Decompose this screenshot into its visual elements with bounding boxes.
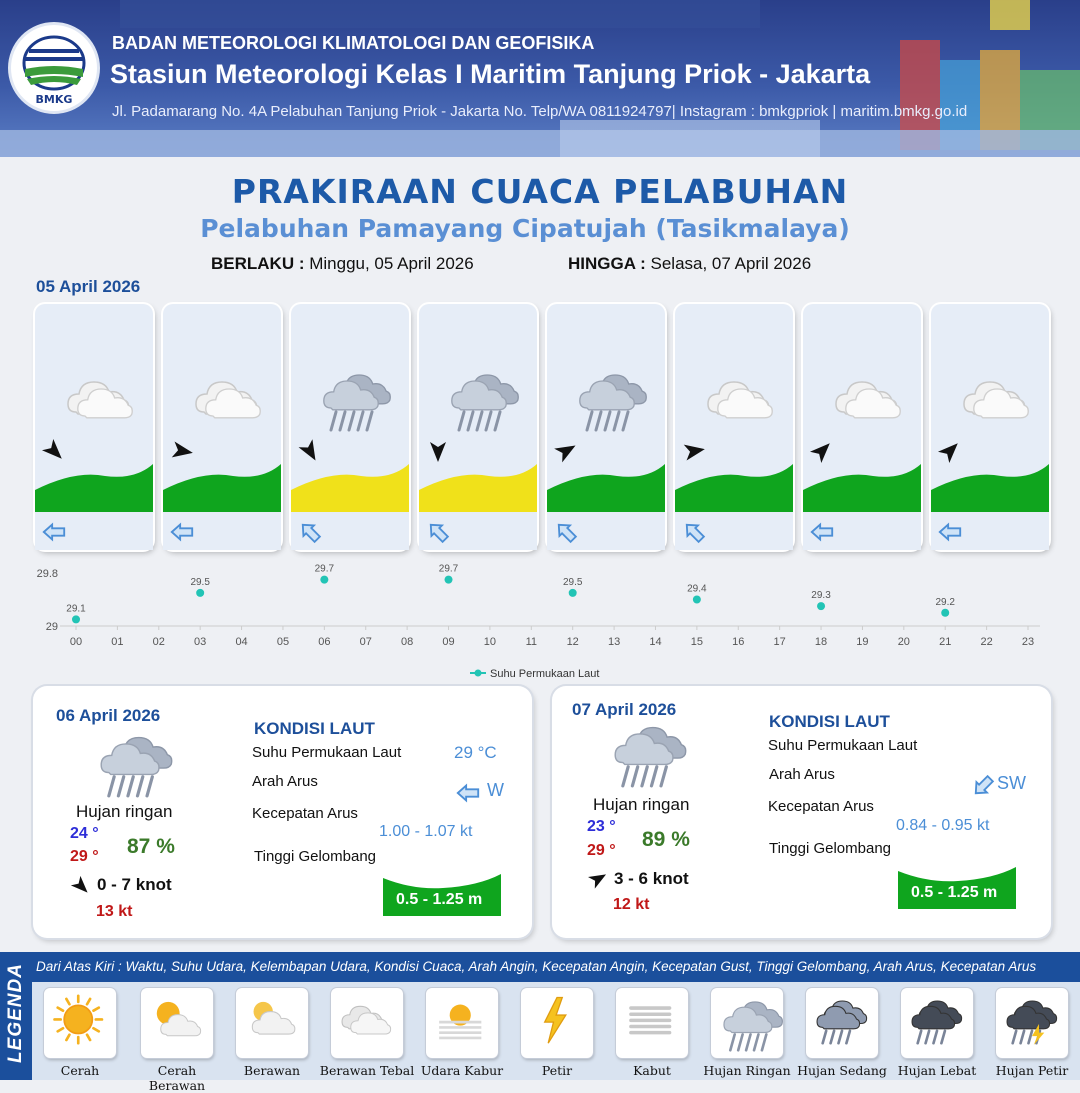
sea-surface-temperature: 29 °C <box>454 743 497 762</box>
current-speed-label: Kecepatan Arus <box>252 805 358 822</box>
hourly-card <box>419 304 537 550</box>
chart-data-label: 29.3 <box>811 590 831 602</box>
cloudy-icon <box>953 366 1027 432</box>
current-row <box>931 512 1049 550</box>
header-banner <box>0 0 1080 157</box>
current-row <box>163 512 281 550</box>
chart-data-point <box>693 596 701 604</box>
chart-x-tick-label: 02 <box>152 636 165 648</box>
hourly-card <box>675 304 793 550</box>
chart-data-label: 29.2 <box>935 596 955 608</box>
current-row <box>675 512 793 550</box>
valid-from-value: Minggu, 05 April 2026 <box>309 254 474 273</box>
gust-speed: 12 kt <box>613 896 650 913</box>
light-rain-icon <box>92 728 166 798</box>
wind-direction-icon <box>587 868 609 890</box>
legend-item <box>44 988 116 1058</box>
chart-x-tick-label: 07 <box>359 636 372 648</box>
chart-data-label: 29.5 <box>190 576 210 588</box>
legend-item <box>141 988 213 1058</box>
wave-icon <box>419 462 537 512</box>
chart-x-tick-label: 09 <box>442 636 455 648</box>
legend-item-label: Hujan Sedang <box>797 1063 887 1078</box>
light-rain-icon <box>441 366 515 432</box>
chart-data-point <box>941 609 949 617</box>
legend-description-bar <box>32 952 1080 982</box>
chart-x-tick-label: 11 <box>525 636 538 648</box>
page-title: PRAKIRAAN CUACA PELABUHAN <box>231 172 849 211</box>
wind-direction-icon <box>937 438 963 464</box>
wave-icon <box>803 462 921 512</box>
cloudy-icon <box>697 366 771 432</box>
wave-height-label: Tinggi Gelombang <box>254 848 377 865</box>
chart-x-tick-label: 23 <box>1021 636 1035 648</box>
valid-to-label: HINGGA : <box>568 254 646 273</box>
chart-legend-marker <box>475 670 482 677</box>
chart-data-point <box>817 602 825 610</box>
cloudy-icon <box>57 366 131 432</box>
legend-item-label: Cerah Berawan <box>148 1063 206 1093</box>
station-contact: Jl. Padamarang No. 4A Pelabuhan Tanjung Priok - Jakarta No. Telp/WA 0811924797| Instagram : bmkgpriok | maritim.bmkg.go.id <box>112 103 968 120</box>
legend-item <box>806 988 878 1058</box>
legend-item-label: Cerah <box>60 1063 100 1078</box>
chart-data-label: 29.4 <box>687 583 707 595</box>
current-direction: SW <box>997 773 1026 793</box>
wave-icon <box>547 462 665 512</box>
min-temperature: 23 ° <box>587 818 616 835</box>
light-rain-icon <box>313 366 387 432</box>
valid-from <box>211 254 474 274</box>
wind-speed-range: 3 - 6 knot <box>614 869 689 888</box>
sea-condition-heading: KONDISI LAUT <box>254 719 375 738</box>
agency-name: BADAN METEOROLOGI KLIMATOLOGI DAN GEOFISIKA <box>112 33 595 53</box>
humidity: 89 % <box>642 828 690 851</box>
current-row <box>803 512 921 550</box>
wave-icon <box>35 462 153 512</box>
light-rain-icon <box>606 718 680 788</box>
current-row <box>419 512 537 550</box>
chart-x-tick-label: 18 <box>814 636 828 648</box>
current-direction-icon <box>453 780 483 806</box>
wind-speed-range: 0 - 7 knot <box>97 875 172 894</box>
chart-x-tick-label: 14 <box>649 636 662 648</box>
wave-icon <box>931 462 1049 512</box>
chart-data-label: 29.5 <box>562 576 583 588</box>
min-temperature: 24 ° <box>70 825 99 842</box>
chart-x-tick-label: 20 <box>897 636 910 648</box>
chart-x-tick-label: 17 <box>773 636 786 648</box>
legend-item-label: Berawan Tebal <box>319 1063 415 1078</box>
chart-x-tick-label: 08 <box>401 636 414 648</box>
chart-x-tick-label: 00 <box>69 636 83 648</box>
current-direction-icon <box>169 519 195 545</box>
hourly-card <box>547 304 665 550</box>
chart-data-point <box>196 589 204 597</box>
wind-direction-icon <box>70 875 92 897</box>
current-direction-icon <box>968 773 998 799</box>
bmkg-logo-icon <box>11 33 97 93</box>
legend-item <box>331 988 403 1058</box>
hourly-card <box>291 304 409 550</box>
weather-condition: Hujan ringan <box>76 802 173 821</box>
legend-item-label: Udara Kabur <box>420 1063 504 1078</box>
legend-description: Dari Atas Kiri : Waktu, Suhu Udara, Kelembapan Udara, Kondisi Cuaca, Arah Angin, Kecepatan Angin, Kecepatan Gust, Tinggi Gelombang, Arah Arus, Kecepatan Arus <box>36 959 1037 974</box>
max-temperature: 29 ° <box>587 842 616 859</box>
chart-data-point <box>569 589 577 597</box>
hourly-card <box>163 304 281 550</box>
current-direction-icon <box>297 519 323 545</box>
chart-x-tick-label: 21 <box>939 636 952 648</box>
legend-item <box>236 988 308 1058</box>
chart-x-tick-label: 12 <box>566 636 579 648</box>
chart-data-label: 29.1 <box>66 603 86 615</box>
chart-x-tick-label: 03 <box>194 636 207 648</box>
day1-date: 05 April 2026 <box>36 277 141 296</box>
chart-x-tick-label: 16 <box>732 636 745 648</box>
legend-title: LEGENDA <box>5 963 26 1063</box>
logo-text: BMKG <box>35 93 73 106</box>
current-row <box>291 512 409 550</box>
current-row <box>547 512 665 550</box>
chart-x-tick-label: 06 <box>318 636 331 648</box>
current-speed-range: 1.00 - 1.07 kt <box>379 823 473 840</box>
current-direction-label: Arah Arus <box>252 773 318 790</box>
wind-direction-icon <box>297 438 323 464</box>
chart-x-tick-label: 22 <box>980 636 993 648</box>
legend-item-label: Berawan <box>243 1063 301 1078</box>
chart-data-label: 29.7 <box>438 563 459 575</box>
sea-surface-temperature-chart <box>30 560 1050 690</box>
legend-item <box>996 988 1068 1058</box>
sea-condition-heading: KONDISI LAUT <box>769 712 890 731</box>
wave-icon <box>291 462 409 512</box>
wave-height: 0.5 - 1.25 m <box>396 891 483 908</box>
current-direction-icon <box>41 519 67 545</box>
valid-from-label: BERLAKU : <box>211 254 305 273</box>
light-rain-icon <box>569 366 643 432</box>
legend-item-label: Hujan Ringan <box>703 1063 791 1078</box>
chart-x-tick-label: 05 <box>276 636 290 648</box>
chart-data-label: 29.7 <box>314 563 335 575</box>
bmkg-logo <box>8 22 100 114</box>
chart-x-tick-label: 15 <box>690 636 703 648</box>
hourly-card <box>803 304 921 550</box>
chart-y-tick-label: 29.8 <box>36 568 58 580</box>
legend-item-label: Hujan Petir <box>995 1063 1069 1078</box>
current-direction-icon <box>425 519 451 545</box>
wind-direction-icon <box>809 438 835 464</box>
legend-side-tab <box>0 952 32 1080</box>
day-date: 06 April 2026 <box>56 706 161 725</box>
sst-label: Suhu Permukaan Laut <box>768 737 918 754</box>
wave-icon <box>675 462 793 512</box>
weather-condition: Hujan ringan <box>593 795 690 814</box>
chart-x-tick-label: 10 <box>483 636 497 648</box>
legend-item <box>711 988 783 1058</box>
wind-direction-icon <box>553 438 579 464</box>
legend-item <box>426 988 498 1058</box>
wind-direction-icon <box>681 438 707 464</box>
chart-x-tick-label: 01 <box>111 636 124 648</box>
valid-to-value: Selasa, 07 April 2026 <box>650 254 812 273</box>
hourly-card <box>931 304 1049 550</box>
cloudy-icon <box>185 366 259 432</box>
wind-direction-icon <box>41 438 67 464</box>
legend-item <box>901 988 973 1058</box>
chart-data-point <box>72 615 80 623</box>
chart-x-tick-label: 19 <box>856 636 869 648</box>
chart-legend-label: Suhu Permukaan Laut <box>490 668 600 680</box>
legend-item-label: Petir <box>541 1063 573 1078</box>
day-date: 07 April 2026 <box>572 700 677 719</box>
current-direction-icon <box>937 519 963 545</box>
wave-height-label: Tinggi Gelombang <box>769 840 892 857</box>
valid-to <box>568 254 811 274</box>
humidity: 87 % <box>127 835 175 858</box>
wave-icon <box>163 462 281 512</box>
chart-data-point <box>445 576 453 584</box>
sst-label: Suhu Permukaan Laut <box>252 744 402 761</box>
chart-x-tick-label: 13 <box>607 636 621 648</box>
legend-item <box>521 988 593 1058</box>
page-subtitle: Pelabuhan Pamayang Cipatujah (Tasikmalaya) <box>200 214 850 243</box>
cloudy-icon <box>825 366 899 432</box>
wind-direction-icon <box>169 438 195 464</box>
chart-x-tick-label: 04 <box>235 636 248 648</box>
chart-data-point <box>320 576 328 584</box>
current-direction: W <box>487 780 504 800</box>
max-temperature: 29 ° <box>70 848 99 865</box>
current-direction-label: Arah Arus <box>769 766 835 783</box>
wind-direction-icon <box>425 438 451 464</box>
wave-height: 0.5 - 1.25 m <box>911 884 998 901</box>
gust-speed: 13 kt <box>96 903 133 920</box>
legend-item-label: Hujan Lebat <box>897 1063 977 1078</box>
hourly-card <box>35 304 153 550</box>
current-speed-range: 0.84 - 0.95 kt <box>896 817 990 834</box>
current-row <box>35 512 153 550</box>
legend-item-label: Kabut <box>633 1063 671 1078</box>
current-direction-icon <box>681 519 707 545</box>
current-direction-icon <box>553 519 579 545</box>
station-name: Stasiun Meteorologi Kelas I Maritim Tanjung Priok - Jakarta <box>110 59 871 89</box>
current-speed-label: Kecepatan Arus <box>768 798 874 815</box>
legend-item <box>616 988 688 1058</box>
chart-y-tick-label: 29 <box>45 621 58 633</box>
current-direction-icon <box>809 519 835 545</box>
